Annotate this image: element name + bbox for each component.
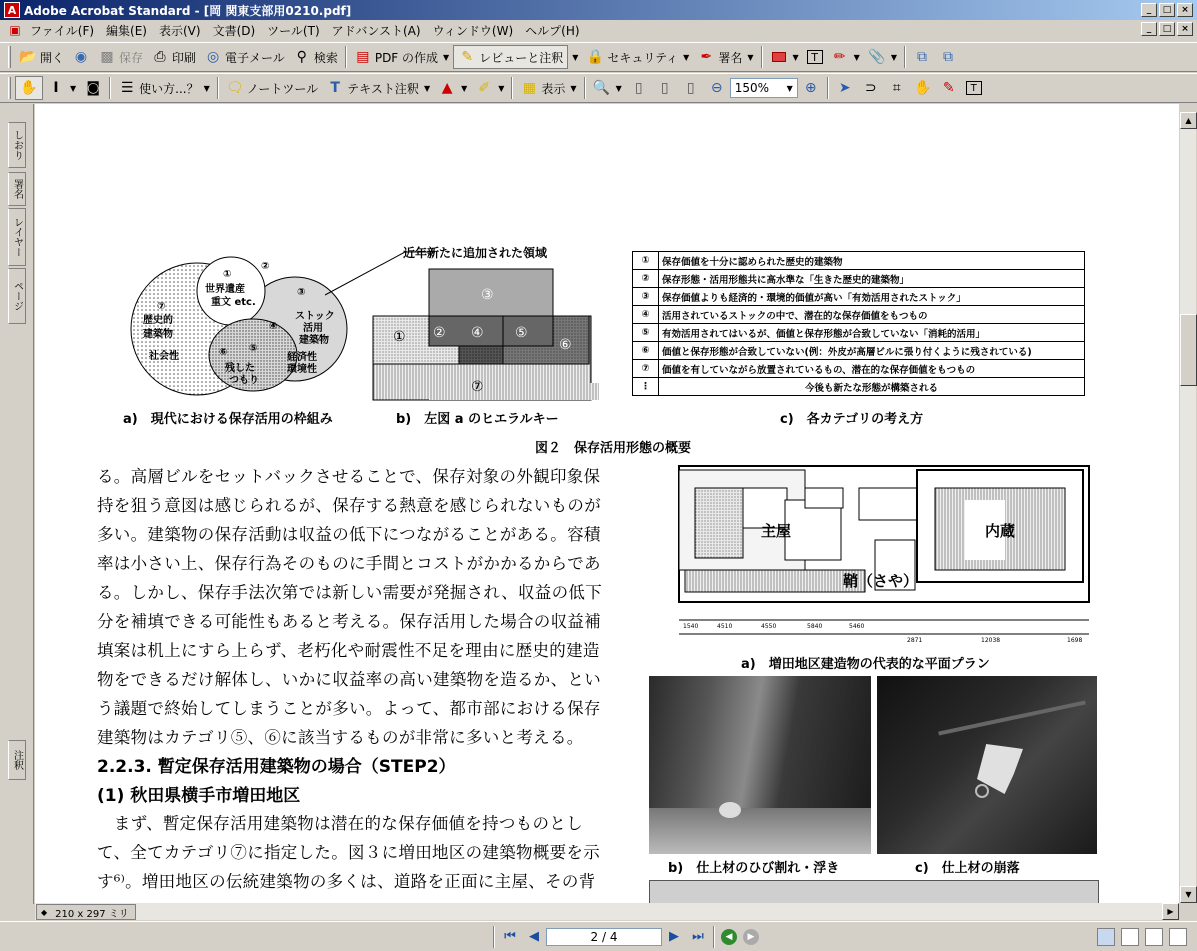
chevron-down-icon[interactable]: ▼ xyxy=(747,52,754,62)
label-keizai1: 経済性 xyxy=(287,352,317,363)
cell-3: ③ xyxy=(481,287,494,303)
page-icon: ▯ xyxy=(634,80,643,96)
create-pdf-button[interactable]: ▤ PDF の作成 ▼ xyxy=(350,45,453,69)
menu-bar xyxy=(0,20,1197,40)
chevron-down-icon[interactable]: ▼ xyxy=(203,83,210,93)
floppy-icon: ▩ xyxy=(100,49,114,65)
status-separator xyxy=(713,926,715,948)
toolbar-separator xyxy=(761,46,763,68)
label-stock2: 活用 xyxy=(303,323,323,334)
dim-5: 5460 xyxy=(849,623,865,630)
category-row xyxy=(633,306,1085,324)
menu-document[interactable]: 文書(D) xyxy=(212,23,256,38)
body-line: す⁶⁾。増田地区の伝統建築物の多くは、道路を正面に主屋、その背 xyxy=(97,872,596,891)
scroll-up-button[interactable]: ▲ xyxy=(1180,112,1197,129)
menu-window[interactable]: ウィンドウ(W) xyxy=(432,23,514,38)
facing-view-button[interactable] xyxy=(1145,928,1163,946)
document-icon[interactable]: ▣ xyxy=(9,23,21,37)
category-row xyxy=(633,378,1085,396)
label-shakai: 社会性 xyxy=(149,351,179,362)
email-button[interactable]: ◎ 電子メール xyxy=(200,45,289,69)
doc-restore-button[interactable]: □ xyxy=(1159,22,1175,36)
toolbar-separator xyxy=(217,77,219,99)
go-back-icon[interactable]: ◀ xyxy=(721,929,737,945)
caption-b: b) 左図 a のヒエラルキー xyxy=(396,412,559,427)
tab-comments[interactable]: 注釈 xyxy=(8,740,26,780)
cell-1: ① xyxy=(393,329,406,345)
chevron-down-icon[interactable]: ▼ xyxy=(792,52,799,62)
toolbar-grip[interactable] xyxy=(8,46,11,68)
highlight-button[interactable] xyxy=(471,76,508,100)
chevron-down-icon[interactable]: ▼ xyxy=(443,52,450,62)
caption-plan: a) 増田地区建造物の代表的な平面プラン xyxy=(741,657,990,672)
label-nokoshi1: 残した xyxy=(225,363,255,374)
single-page-view-button[interactable] xyxy=(1097,928,1115,946)
category-number: ① xyxy=(633,252,659,270)
page-size-indicator: ◆ 210 x 297 ミリ xyxy=(36,904,136,920)
photo-next xyxy=(649,880,1099,904)
label-6: ⑥ xyxy=(219,347,228,358)
toolbar-separator xyxy=(345,46,347,68)
organizer-button[interactable] xyxy=(68,45,94,69)
document-page[interactable] xyxy=(35,104,1179,904)
review-icon: ✎ xyxy=(461,49,474,65)
dim-6: 12038 xyxy=(981,637,1001,644)
toolbar-separator xyxy=(109,77,111,99)
zoom-select[interactable]: 150% ▼ xyxy=(730,78,798,98)
category-text: 保存形態・活用形態共に高水準な「生きた歴史的建築物」 xyxy=(659,270,1085,288)
navigation-panel xyxy=(0,104,34,904)
touchup-object-button[interactable] xyxy=(910,76,936,100)
note-tool-button[interactable]: 🗨 ノートツール xyxy=(225,80,319,96)
tab-signatures[interactable]: 署名 xyxy=(8,172,26,206)
category-table xyxy=(632,251,1085,396)
minus-circle-icon: ⊖ xyxy=(710,80,723,96)
dim-2: 4510 xyxy=(717,623,733,630)
tools-toolbar xyxy=(0,73,1197,103)
label-4: ④ xyxy=(269,321,278,332)
label-world: 世界遺産 xyxy=(205,284,245,295)
category-text: 価値と保存形態が合致していない(例：外皮が高層ビルに張り付くように残されている) xyxy=(659,342,1085,360)
folder-icon: 📂 xyxy=(19,49,37,65)
caption-a: a) 現代における保存活用の枠組み xyxy=(123,412,333,427)
plus-circle-icon: ⊕ xyxy=(804,80,817,96)
body-line: る。高層ビルをセットバックさせることで、保存対象の外観印象保 xyxy=(97,467,601,486)
sticky-note-icon: 🗨 xyxy=(225,80,244,96)
plan-label-uchigura: 内蔵 xyxy=(985,522,1016,540)
import-icon: ⧉ xyxy=(942,49,953,65)
list-icon: ☰ xyxy=(120,80,134,96)
text-comment-button[interactable]: T テキスト注釈 ▼ xyxy=(322,76,434,100)
photo-cracks xyxy=(649,676,871,854)
dim-3: 4550 xyxy=(761,623,777,630)
printer-icon: ⎙ xyxy=(154,49,166,65)
scroll-down-button[interactable]: ▼ xyxy=(1180,886,1197,903)
organizer-icon: ◉ xyxy=(74,49,88,65)
touchup-icon: ✋ xyxy=(914,80,932,96)
link-icon: ⊃ xyxy=(864,80,877,96)
highlighter-icon: ✐ xyxy=(478,80,491,96)
go-forward-icon[interactable]: ▶ xyxy=(743,929,759,945)
cell-7: ⑦ xyxy=(471,379,484,395)
minimize-button[interactable]: _ xyxy=(1141,3,1157,17)
cell-4: ④ xyxy=(471,325,484,341)
body-line: 多い。建築物の保存活動は収益の低下につながることがある。容積 xyxy=(97,525,601,544)
text-cursor-icon: I xyxy=(53,80,59,96)
text-edit-icon: T xyxy=(330,80,340,96)
body-line: まず、暫定保存活用建築物は潜在的な保存価値を持つものとし xyxy=(97,814,583,833)
create-pdf-icon: ▤ xyxy=(356,49,370,65)
maximize-button[interactable]: □ xyxy=(1159,3,1175,17)
body-line: 持を狙う意図は感じられるが、保存する熱意を感じられないものが xyxy=(97,496,601,515)
body-line: 物をできるだけ解体し、いかに収益率の高い建築物を造るか、とい xyxy=(97,670,601,689)
fit-width-button[interactable] xyxy=(678,76,704,100)
tab-layers[interactable]: レイヤー xyxy=(8,208,26,266)
first-page-button[interactable]: ⏮ xyxy=(504,929,516,944)
menu-tools[interactable]: ツール(T) xyxy=(267,23,320,38)
body-line: 率は小さい上、保存行為そのものに手間とコストがかかるからであ xyxy=(97,554,601,573)
scroll-thumb[interactable] xyxy=(1180,314,1197,386)
section-heading: 2.2.3. 暫定保存活用建築物の場合（STEP2） xyxy=(97,757,456,777)
body-line: 填案は机上にすら上らず、老朽化や耐震性不足を理由に歴史的建造 xyxy=(97,641,600,660)
menu-edit[interactable]: 編集(E) xyxy=(106,23,147,38)
review-comment-button[interactable]: ✎ レビューと注釈 xyxy=(453,45,568,69)
title-bar xyxy=(0,0,1197,20)
print-button[interactable]: ⎙ 印刷 xyxy=(147,45,200,69)
touchup-text-button[interactable] xyxy=(962,76,986,100)
close-button[interactable]: × xyxy=(1177,3,1193,17)
tab-bookmarks[interactable]: しおり xyxy=(8,122,26,168)
chevron-down-icon[interactable]: ▼ xyxy=(853,52,860,62)
select-object-button[interactable] xyxy=(832,76,858,100)
link-tool-button[interactable] xyxy=(858,76,884,100)
hand-tool-button[interactable] xyxy=(15,76,43,100)
category-row xyxy=(633,342,1085,360)
toolbar-separator xyxy=(827,77,829,99)
sign-button[interactable]: ✒ 署名 ▼ xyxy=(693,45,757,69)
category-number: ⑦ xyxy=(633,360,659,378)
dim-8: 1698 xyxy=(1067,637,1083,644)
floor-plan-drawing xyxy=(635,460,1095,650)
chevron-down-icon[interactable]: ▼ xyxy=(423,83,431,93)
magnifier-icon: 🔍 xyxy=(592,80,611,96)
attach-button[interactable] xyxy=(864,45,901,69)
touchup-text-icon: T xyxy=(966,81,982,95)
scroll-right-button[interactable]: ▶ xyxy=(1162,903,1179,920)
body-line: る。しかし、保存手法次第では新しい需要が発掘され、収益の低下 xyxy=(97,583,602,602)
photo-collapse xyxy=(877,676,1097,854)
menu-file[interactable]: ファイル(F) xyxy=(30,23,95,38)
figure-title: 図２ 保存活用形態の概要 xyxy=(535,441,692,456)
stamp-button[interactable] xyxy=(434,76,471,100)
category-text: 有効活用されてはいるが、価値と保存形態が合致していない「消耗的活用」 xyxy=(659,324,1085,342)
form-tool-button[interactable] xyxy=(936,76,962,100)
search-button[interactable]: ⚲ 検索 xyxy=(289,45,342,69)
category-number: ④ xyxy=(633,306,659,324)
chevron-down-icon[interactable]: ▼ xyxy=(615,83,622,93)
pen-icon: ✒ xyxy=(700,49,713,65)
zoom-out-button[interactable] xyxy=(704,76,730,100)
toolbar-separator xyxy=(584,77,586,99)
camera-icon: ◙ xyxy=(86,80,100,96)
pencil-icon: ✏ xyxy=(833,49,846,65)
category-number: ⋮ xyxy=(633,378,659,396)
snapshot-button[interactable] xyxy=(80,76,106,100)
label-stock3: 建築物 xyxy=(299,335,329,346)
subsection-heading: (1) 秋田県横手市増田地区 xyxy=(97,786,301,806)
form-icon: ✎ xyxy=(942,80,955,96)
body-line: 建築物はカテゴリ⑤、⑥に該当するものが非常に多いと考える。 xyxy=(97,728,584,747)
vertical-scrollbar[interactable] xyxy=(1179,112,1196,903)
chevron-down-icon[interactable]: ▼ xyxy=(70,83,77,93)
label-7: ⑦ xyxy=(157,301,166,312)
category-text: 活用されているストックの中で、潜在的な保存価値をもつもの xyxy=(659,306,1085,324)
last-page-button[interactable]: ⏭ xyxy=(692,929,704,944)
stamp-icon: ▲ xyxy=(441,80,453,96)
label-5: ⑤ xyxy=(249,343,258,354)
category-text: 保存価値よりも経済的・環境的価値が高い「有効活用されたストック」 xyxy=(659,288,1085,306)
chevron-down-icon[interactable]: ▼ xyxy=(498,83,505,93)
body-line: 分を補填できる可能性もあると考える。保存活用した場合の収益補 xyxy=(97,612,601,631)
status-bar xyxy=(0,921,1197,951)
fit-page-icon: ▯ xyxy=(660,80,669,96)
category-number: ② xyxy=(633,270,659,288)
arrow-cursor-icon: ➤ xyxy=(838,80,851,96)
cell-6: ⑥ xyxy=(559,337,572,353)
dim-1: 1540 xyxy=(683,623,699,630)
label-rekishi1: 歴史的 xyxy=(143,315,173,326)
lock-icon: 🔒 xyxy=(586,49,605,65)
horizontal-scrollbar[interactable] xyxy=(35,903,1179,920)
cell-5: ⑤ xyxy=(515,325,528,341)
zoom-in-button[interactable] xyxy=(798,76,824,100)
category-number: ③ xyxy=(633,288,659,306)
toolbar-separator xyxy=(511,77,513,99)
zoom-in-tool-button[interactable] xyxy=(589,76,626,100)
caption-photo-b: b) 仕上材のひび割れ・浮き xyxy=(668,861,840,876)
actual-size-button[interactable] xyxy=(626,76,652,100)
select-text-button[interactable] xyxy=(43,76,80,100)
security-button[interactable]: 🔒 セキュリティ ▼ xyxy=(586,49,690,65)
menu-view[interactable]: 表示(V) xyxy=(158,23,201,38)
fig-b-note: 近年新たに追加された領域 xyxy=(403,246,548,260)
chevron-down-icon[interactable]: ▼ xyxy=(461,83,468,93)
dim-7: 2871 xyxy=(907,637,923,644)
howto-button[interactable]: ☰ 使い方...？ ▼ xyxy=(114,76,214,100)
caption-photo-c: c) 仕上材の崩落 xyxy=(915,861,1020,876)
show-comments-icon: ▦ xyxy=(522,80,537,96)
category-row xyxy=(633,324,1085,342)
label-keizai2: 環境性 xyxy=(287,364,317,375)
category-number: ⑤ xyxy=(633,324,659,342)
paperclip-icon: 📎 xyxy=(868,49,886,65)
acrobat-app-icon: A xyxy=(4,2,20,18)
label-rekishi2: 建築物 xyxy=(143,329,173,340)
textbox-icon: T xyxy=(807,50,823,64)
export-icon: ⧉ xyxy=(916,49,927,65)
next-page-button[interactable]: ▶ xyxy=(669,929,679,944)
status-separator xyxy=(493,926,495,948)
plan-label-omoya: 主屋 xyxy=(761,522,792,540)
chevron-down-icon[interactable]: ▼ xyxy=(786,83,793,93)
category-text: 価値を有していながら放置されているもの、潜在的な保存価値をもつもの xyxy=(659,360,1085,378)
page-number-input[interactable]: 2 / 4 xyxy=(546,928,662,946)
hand-icon: ✋ xyxy=(20,80,38,96)
export-button[interactable] xyxy=(909,45,935,69)
label-nokoshi2: つもり xyxy=(229,375,259,386)
doc-minimize-button[interactable]: _ xyxy=(1141,22,1157,36)
import-button[interactable] xyxy=(935,45,961,69)
textbox-tool-button[interactable] xyxy=(803,45,827,69)
pencil-tool-button[interactable] xyxy=(827,45,864,69)
dim-4: 5840 xyxy=(807,623,823,630)
page-size-arrow-icon[interactable]: ◆ xyxy=(41,907,48,917)
plan-label-saya: 鞘（さや） xyxy=(843,572,919,590)
chevron-down-icon[interactable]: ▼ xyxy=(570,83,577,93)
rectangle-icon xyxy=(770,48,788,66)
cell-2: ② xyxy=(433,325,446,341)
rectangle-tool-button[interactable] xyxy=(766,45,803,69)
body-line: て、全てカテゴリ⑦に指定した。図３に増田地区の建築物概要を示 xyxy=(97,843,601,862)
category-text: 今後も新たな形態が構築される xyxy=(659,378,1085,396)
category-number: ⑥ xyxy=(633,342,659,360)
chevron-down-icon[interactable]: ▼ xyxy=(890,52,897,62)
toolbar-grip[interactable] xyxy=(8,77,11,99)
show-button[interactable]: ▦ 表示 ▼ xyxy=(516,76,580,100)
toolbar-separator xyxy=(904,46,906,68)
tab-pages[interactable]: ページ xyxy=(8,268,26,324)
crop-tool-button[interactable] xyxy=(884,76,910,100)
file-toolbar xyxy=(0,42,1197,72)
email-icon: ◎ xyxy=(206,49,220,65)
label-1: ① xyxy=(223,269,232,280)
menu-help[interactable]: ヘルプ(H) xyxy=(525,23,580,38)
fit-page-button[interactable] xyxy=(652,76,678,100)
menu-advanced[interactable]: アドバンスト(A) xyxy=(331,23,421,38)
label-3: ③ xyxy=(297,287,306,298)
previous-page-button[interactable]: ◀ xyxy=(529,929,539,944)
window-title: Adobe Acrobat Standard - [岡 関東支部用0210.pdf] xyxy=(24,3,352,18)
caption-c: c) 各カテゴリの考え方 xyxy=(780,412,924,427)
category-row xyxy=(633,360,1085,378)
label-2: ② xyxy=(261,261,270,272)
chevron-down-icon[interactable]: ▼ xyxy=(683,52,690,62)
category-row xyxy=(633,252,1085,270)
label-stock1: ストック xyxy=(295,311,335,322)
doc-close-button[interactable]: × xyxy=(1177,22,1193,36)
open-button[interactable]: 📂 開く xyxy=(19,49,65,65)
chevron-down-icon[interactable]: ▼ xyxy=(572,52,579,62)
continuous-view-button[interactable] xyxy=(1121,928,1139,946)
category-row xyxy=(633,288,1085,306)
crop-icon: ⌗ xyxy=(892,80,901,96)
save-button[interactable]: ▩ 保存 xyxy=(94,45,147,69)
category-text: 保存価値を十分に認められた歴史的建築物 xyxy=(659,252,1085,270)
continuous-facing-view-button[interactable] xyxy=(1169,928,1187,946)
fit-width-icon: ▯ xyxy=(686,80,695,96)
body-line: う議題で終始してしまうことが多い。よって、都市部における保存 xyxy=(97,699,601,718)
binoculars-icon: ⚲ xyxy=(296,49,307,65)
label-juubun: 重文 etc. xyxy=(211,297,256,308)
category-row xyxy=(633,270,1085,288)
